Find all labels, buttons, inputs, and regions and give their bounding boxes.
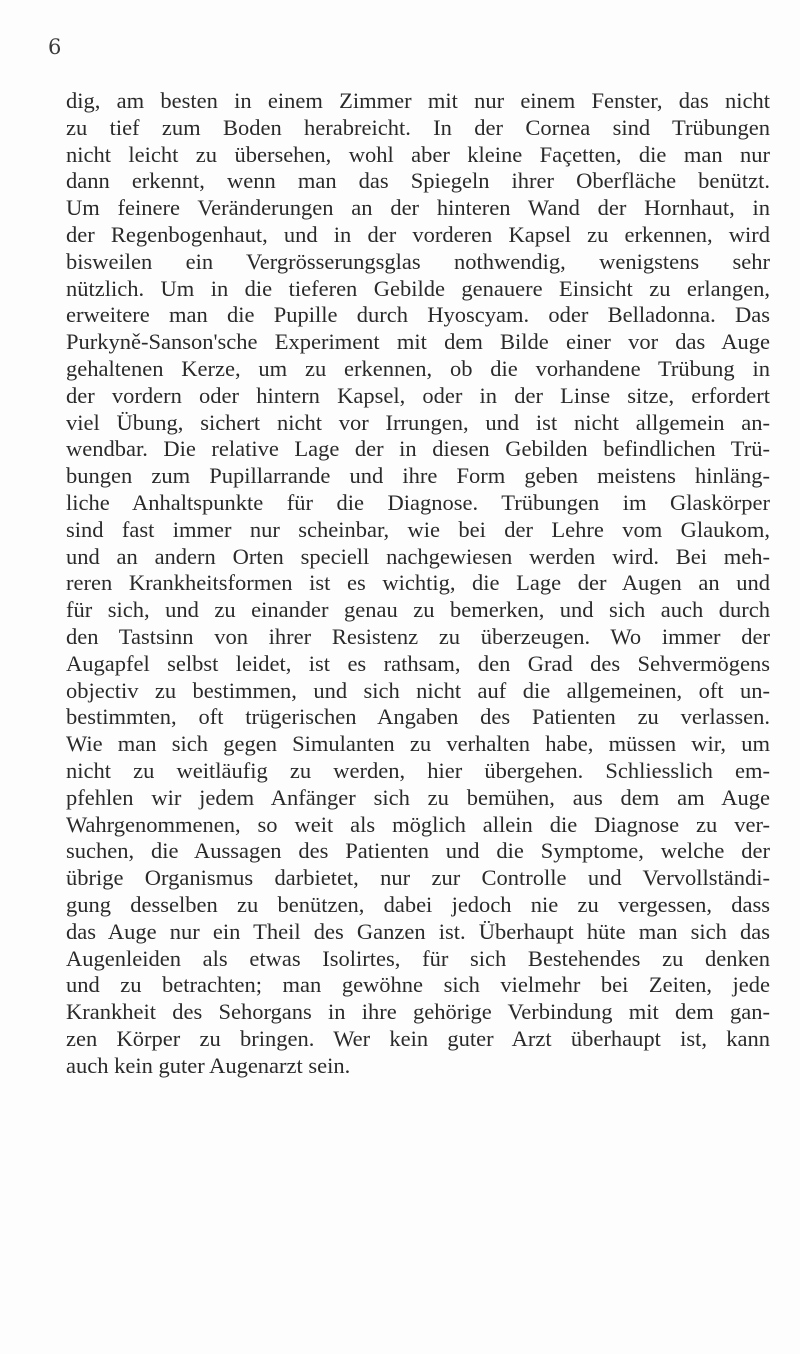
text-line: liche Anhaltspunkte für die Diagnose. Trübungen im Glaskörper [66, 489, 770, 515]
text-line: den Tastsinn von ihrer Resistenz zu überzeugen. Wo immer der [66, 623, 770, 649]
text-line: bestimmten, oft trügerischen Angaben des Patienten zu verlassen. [66, 704, 770, 730]
body-text [66, 88, 770, 1079]
text-line: übrige Organismus darbietet, nur zur Controlle und Vervollständi- [66, 865, 770, 891]
text-line: Um feinere Veränderungen an der hinteren Wand der Hornhaut, in [66, 195, 770, 221]
text-line: nicht leicht zu übersehen, wohl aber kleine Façetten, die man nur [66, 141, 770, 167]
text-line: dig, am besten in einem Zimmer mit nur einem Fenster, das nicht [66, 88, 770, 113]
text-line: nicht zu weitläufig zu werden, hier übergehen. Schliesslich em- [66, 757, 770, 783]
text-line: Augenleiden als etwas Isolirtes, für sich Bestehendes zu denken [66, 945, 770, 971]
text-line: Purkyně-Sanson'sche Experiment mit dem Bilde einer vor das Auge [66, 329, 770, 355]
text-line: zen Körper zu bringen. Wer kein guter Arzt überhaupt ist, kann [66, 1025, 770, 1051]
text-line: bisweilen ein Vergrösserungsglas nothwendig, wenigstens sehr [66, 248, 770, 274]
text-line: pfehlen wir jedem Anfänger sich zu bemühen, aus dem am Auge [66, 784, 770, 810]
text-line: Wahrgenommenen, so weit als möglich allein die Diagnose zu ver- [66, 811, 770, 837]
text-line: das Auge nur ein Theil des Ganzen ist. Überhaupt hüte man sich das [66, 918, 770, 944]
text-line: erweitere man die Pupille durch Hyoscyam. oder Belladonna. Das [66, 302, 770, 328]
text-line: der vordern oder hintern Kapsel, oder in der Linse sitze, erfordert [66, 382, 770, 408]
text-line: reren Krankheitsformen ist es wichtig, die Lage der Augen an und [66, 570, 770, 596]
text-line: und an andern Orten speciell nachgewiesen werden wird. Bei meh- [66, 543, 770, 569]
text-line: gung desselben zu benützen, dabei jedoch nie zu vergessen, dass [66, 891, 770, 917]
text-line: viel Übung, sichert nicht vor Irrungen, und ist nicht allgemein an- [66, 409, 770, 435]
text-line: zu tief zum Boden herabreicht. In der Cornea sind Trübungen [66, 114, 770, 140]
page-number: 6 [48, 35, 62, 59]
text-line: Krankheit des Sehorgans in ihre gehörige Verbindung mit dem gan- [66, 999, 770, 1025]
text-line: und zu betrachten; man gewöhne sich vielmehr bei Zeiten, jede [66, 972, 770, 998]
text-line: der Regenbogenhaut, und in der vorderen Kapsel zu erkennen, wird [66, 221, 770, 247]
text-line: suchen, die Aussagen des Patienten und die Symptome, welche der [66, 838, 770, 864]
text-line: sind fast immer nur scheinbar, wie bei der Lehre vom Glaukom, [66, 516, 770, 542]
text-line: auch kein guter Augenarzt sein. [66, 1052, 351, 1078]
text-line: Augapfel selbst leidet, ist es rathsam, den Grad des Sehvermögens [66, 650, 770, 676]
text-line: bungen zum Pupillarrande und ihre Form geben meistens hinläng- [66, 463, 770, 489]
text-line: nützlich. Um in die tieferen Gebilde genauere Einsicht zu erlangen, [66, 275, 770, 301]
text-line: objectiv zu bestimmen, und sich nicht auf die allgemeinen, oft un- [66, 677, 770, 703]
text-line: gehaltenen Kerze, um zu erkennen, ob die vorhandene Trübung in [66, 355, 770, 381]
text-line: für sich, und zu einander genau zu bemerken, und sich auch durch [66, 597, 770, 623]
text-line: wendbar. Die relative Lage der in diesen Gebilden befindlichen Trü- [66, 436, 770, 462]
text-line: Wie man sich gegen Simulanten zu verhalten habe, müssen wir, um [66, 731, 770, 757]
text-line: dann erkennt, wenn man das Spiegeln ihrer Oberfläche benützt. [66, 168, 770, 194]
